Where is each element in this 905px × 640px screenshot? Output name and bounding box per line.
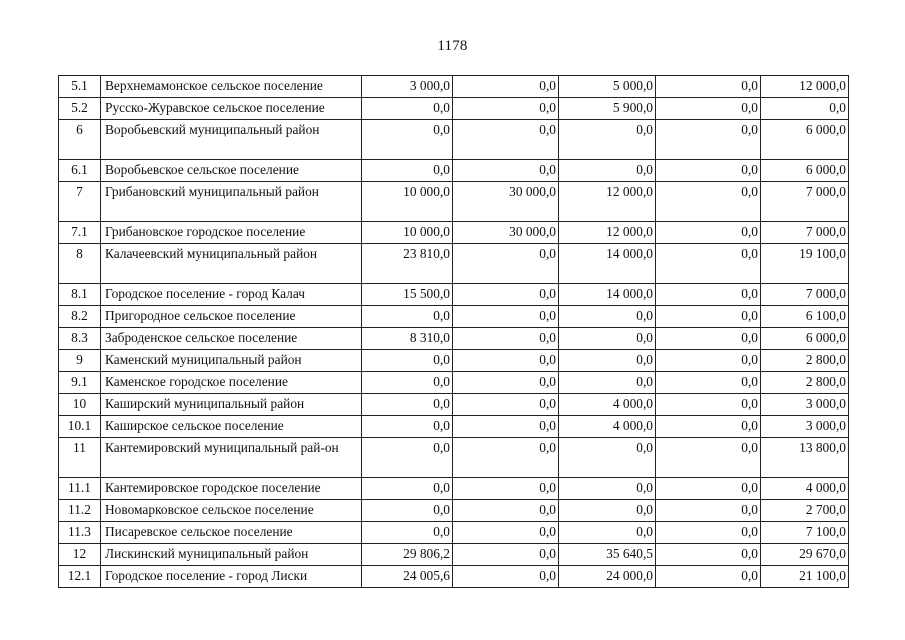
row-number-cell: 8.1 [59, 284, 101, 306]
value-cell-2: 0,0 [453, 416, 559, 438]
value-cell-5: 3 000,0 [761, 416, 849, 438]
value-cell-2: 0,0 [453, 328, 559, 350]
value-cell-4: 0,0 [656, 284, 761, 306]
value-cell-3: 4 000,0 [559, 394, 656, 416]
table-row [59, 120, 849, 160]
municipality-name-cell: Пригородное сельское поселение [101, 306, 362, 328]
row-number-cell: 7 [59, 182, 101, 222]
value-cell-1: 0,0 [362, 500, 453, 522]
value-cell-1: 23 810,0 [362, 244, 453, 284]
value-cell-5: 2 800,0 [761, 350, 849, 372]
value-cell-5: 2 800,0 [761, 372, 849, 394]
value-cell-2: 0,0 [453, 306, 559, 328]
value-cell-1: 0,0 [362, 160, 453, 182]
row-number-cell: 8.2 [59, 306, 101, 328]
municipality-name-cell: Каменское городское поселение [101, 372, 362, 394]
municipality-name-cell: Русско-Журавское сельское поселение [101, 98, 362, 120]
table-row [59, 182, 849, 222]
value-cell-3: 0,0 [559, 306, 656, 328]
value-cell-1: 0,0 [362, 120, 453, 160]
municipality-name-cell: Городское поселение - город Калач [101, 284, 362, 306]
value-cell-2: 0,0 [453, 522, 559, 544]
municipality-name-cell: Каменский муниципальный район [101, 350, 362, 372]
value-cell-3: 0,0 [559, 120, 656, 160]
municipality-name-cell: Лискинский муниципальный район [101, 544, 362, 566]
value-cell-3: 0,0 [559, 372, 656, 394]
municipality-name-cell: Воробьевское сельское поселение [101, 160, 362, 182]
row-number-cell: 10 [59, 394, 101, 416]
value-cell-2: 0,0 [453, 244, 559, 284]
table-row [59, 306, 849, 328]
row-number-cell: 10.1 [59, 416, 101, 438]
value-cell-5: 0,0 [761, 98, 849, 120]
value-cell-3: 0,0 [559, 438, 656, 478]
value-cell-5: 4 000,0 [761, 478, 849, 500]
value-cell-4: 0,0 [656, 160, 761, 182]
row-number-cell: 5.1 [59, 76, 101, 98]
table-row [59, 478, 849, 500]
table-row [59, 222, 849, 244]
value-cell-1: 10 000,0 [362, 222, 453, 244]
value-cell-1: 0,0 [362, 438, 453, 478]
value-cell-2: 30 000,0 [453, 222, 559, 244]
value-cell-2: 0,0 [453, 438, 559, 478]
value-cell-2: 0,0 [453, 500, 559, 522]
table-row [59, 76, 849, 98]
value-cell-1: 15 500,0 [362, 284, 453, 306]
municipality-name-cell: Каширское сельское поселение [101, 416, 362, 438]
table-row [59, 500, 849, 522]
value-cell-5: 3 000,0 [761, 394, 849, 416]
value-cell-1: 29 806,2 [362, 544, 453, 566]
value-cell-5: 6 000,0 [761, 160, 849, 182]
value-cell-5: 12 000,0 [761, 76, 849, 98]
value-cell-1: 0,0 [362, 416, 453, 438]
value-cell-2: 0,0 [453, 284, 559, 306]
value-cell-5: 13 800,0 [761, 438, 849, 478]
value-cell-4: 0,0 [656, 478, 761, 500]
value-cell-4: 0,0 [656, 566, 761, 588]
value-cell-1: 8 310,0 [362, 328, 453, 350]
value-cell-3: 0,0 [559, 160, 656, 182]
value-cell-2: 0,0 [453, 478, 559, 500]
value-cell-3: 0,0 [559, 350, 656, 372]
budget-table [58, 75, 849, 588]
value-cell-5: 2 700,0 [761, 500, 849, 522]
value-cell-5: 6 100,0 [761, 306, 849, 328]
value-cell-1: 0,0 [362, 522, 453, 544]
table-row [59, 244, 849, 284]
table-row [59, 98, 849, 120]
municipality-name-cell: Калачеевский муниципальный район [101, 244, 362, 284]
value-cell-5: 7 000,0 [761, 284, 849, 306]
row-number-cell: 8.3 [59, 328, 101, 350]
value-cell-3: 14 000,0 [559, 244, 656, 284]
municipality-name-cell: Верхнемамонское сельское поселение [101, 76, 362, 98]
value-cell-3: 12 000,0 [559, 182, 656, 222]
value-cell-2: 0,0 [453, 76, 559, 98]
row-number-cell: 9.1 [59, 372, 101, 394]
value-cell-5: 29 670,0 [761, 544, 849, 566]
table-row [59, 350, 849, 372]
value-cell-3: 12 000,0 [559, 222, 656, 244]
value-cell-2: 0,0 [453, 160, 559, 182]
value-cell-2: 0,0 [453, 544, 559, 566]
value-cell-2: 0,0 [453, 350, 559, 372]
value-cell-3: 14 000,0 [559, 284, 656, 306]
value-cell-1: 24 005,6 [362, 566, 453, 588]
row-number-cell: 12 [59, 544, 101, 566]
row-number-cell: 6 [59, 120, 101, 160]
row-number-cell: 5.2 [59, 98, 101, 120]
value-cell-3: 0,0 [559, 328, 656, 350]
value-cell-2: 0,0 [453, 394, 559, 416]
value-cell-5: 7 000,0 [761, 182, 849, 222]
value-cell-3: 5 000,0 [559, 76, 656, 98]
value-cell-2: 30 000,0 [453, 182, 559, 222]
value-cell-5: 6 000,0 [761, 328, 849, 350]
value-cell-5: 7 100,0 [761, 522, 849, 544]
municipality-name-cell: Каширский муниципальный район [101, 394, 362, 416]
row-number-cell: 6.1 [59, 160, 101, 182]
value-cell-4: 0,0 [656, 350, 761, 372]
value-cell-1: 0,0 [362, 478, 453, 500]
value-cell-1: 3 000,0 [362, 76, 453, 98]
table-row [59, 566, 849, 588]
value-cell-4: 0,0 [656, 120, 761, 160]
value-cell-5: 6 000,0 [761, 120, 849, 160]
municipality-name-cell: Новомарковское сельское поселение [101, 500, 362, 522]
value-cell-1: 10 000,0 [362, 182, 453, 222]
value-cell-2: 0,0 [453, 98, 559, 120]
value-cell-4: 0,0 [656, 182, 761, 222]
table-row [59, 416, 849, 438]
table-row [59, 372, 849, 394]
value-cell-4: 0,0 [656, 372, 761, 394]
row-number-cell: 7.1 [59, 222, 101, 244]
value-cell-4: 0,0 [656, 98, 761, 120]
value-cell-3: 24 000,0 [559, 566, 656, 588]
value-cell-1: 0,0 [362, 372, 453, 394]
value-cell-4: 0,0 [656, 76, 761, 98]
value-cell-2: 0,0 [453, 566, 559, 588]
value-cell-4: 0,0 [656, 522, 761, 544]
table-row [59, 284, 849, 306]
value-cell-2: 0,0 [453, 372, 559, 394]
value-cell-4: 0,0 [656, 394, 761, 416]
row-number-cell: 11.2 [59, 500, 101, 522]
municipality-name-cell: Заброденское сельское поселение [101, 328, 362, 350]
municipality-name-cell: Писаревское сельское поселение [101, 522, 362, 544]
page-number: 1178 [437, 38, 468, 54]
value-cell-3: 0,0 [559, 478, 656, 500]
value-cell-4: 0,0 [656, 306, 761, 328]
value-cell-3: 35 640,5 [559, 544, 656, 566]
value-cell-1: 0,0 [362, 394, 453, 416]
value-cell-4: 0,0 [656, 544, 761, 566]
municipality-name-cell: Грибановский муниципальный район [101, 182, 362, 222]
municipality-name-cell: Грибановское городское поселение [101, 222, 362, 244]
value-cell-5: 19 100,0 [761, 244, 849, 284]
value-cell-4: 0,0 [656, 500, 761, 522]
table-row [59, 522, 849, 544]
table-row [59, 160, 849, 182]
row-number-cell: 11 [59, 438, 101, 478]
value-cell-4: 0,0 [656, 416, 761, 438]
value-cell-3: 0,0 [559, 500, 656, 522]
table-row [59, 328, 849, 350]
value-cell-3: 0,0 [559, 522, 656, 544]
row-number-cell: 12.1 [59, 566, 101, 588]
value-cell-4: 0,0 [656, 222, 761, 244]
municipality-name-cell: Кантемировский муниципальный рай-он [101, 438, 362, 478]
value-cell-4: 0,0 [656, 438, 761, 478]
row-number-cell: 11.1 [59, 478, 101, 500]
row-number-cell: 8 [59, 244, 101, 284]
row-number-cell: 9 [59, 350, 101, 372]
table-row [59, 438, 849, 478]
value-cell-3: 4 000,0 [559, 416, 656, 438]
value-cell-3: 5 900,0 [559, 98, 656, 120]
value-cell-2: 0,0 [453, 120, 559, 160]
value-cell-5: 21 100,0 [761, 566, 849, 588]
value-cell-1: 0,0 [362, 350, 453, 372]
value-cell-1: 0,0 [362, 306, 453, 328]
municipality-name-cell: Городское поселение - город Лиски [101, 566, 362, 588]
table-row [59, 544, 849, 566]
municipality-name-cell: Воробьевский муниципальный район [101, 120, 362, 160]
table-row [59, 394, 849, 416]
value-cell-4: 0,0 [656, 244, 761, 284]
municipality-name-cell: Кантемировское городское поселение [101, 478, 362, 500]
value-cell-5: 7 000,0 [761, 222, 849, 244]
row-number-cell: 11.3 [59, 522, 101, 544]
value-cell-1: 0,0 [362, 98, 453, 120]
value-cell-4: 0,0 [656, 328, 761, 350]
